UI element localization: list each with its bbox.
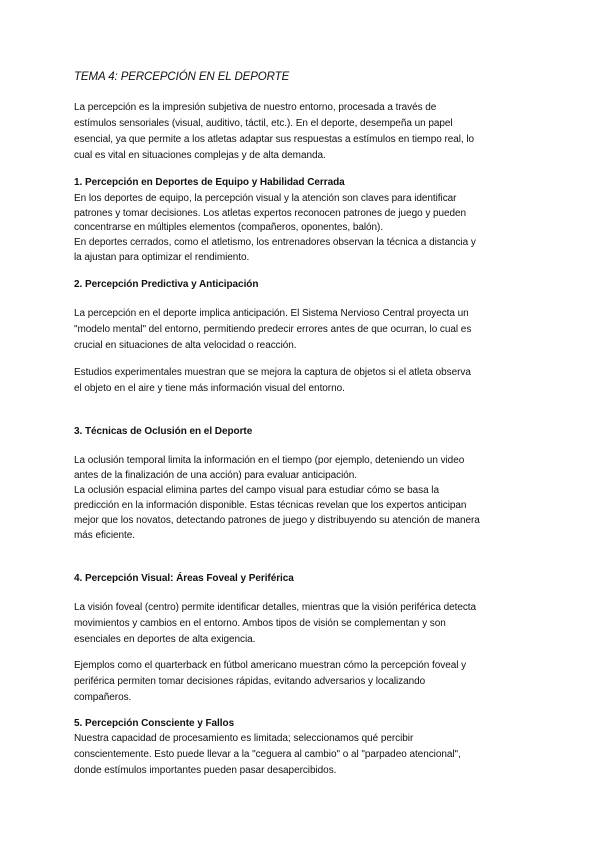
section-3-line: La oclusión temporal limita la información en el tiempo (por ejemplo, deteniendo un video (74, 455, 465, 466)
section-1-line: patrones y tomar decisiones. Los atletas expertos reconocen patrones de juego y pueden (74, 208, 467, 219)
section-3-line: antes de la finalización de una acción) para evaluar anticipación. (74, 470, 357, 481)
section-2-line: "modelo mental" del entorno, permitiendo predecir errores antes de que ocurran, lo cual es (74, 324, 472, 335)
intro-line: estímulos sensoriales (visual, auditivo, táctil, etc.). En el deporte, desempeña un papel (74, 118, 453, 129)
section-1-line: En los deportes de equipo, la percepción visual y la atención son claves para identificar (74, 193, 457, 204)
intro-line: La percepción es la impresión subjetiva de nuestro entorno, procesada a través de (74, 102, 437, 113)
section-4-line: Ejemplos como el quarterback en fútbol americano muestran cómo la percepción foveal y (74, 660, 467, 671)
intro-line: esencial, ya que permite a los atletas adaptar sus respuestas a estímulos en tiempo real, lo (74, 134, 475, 145)
section-1-line: concentrarse en múltiples elementos (compañeros, oponentes, balón). (74, 222, 384, 233)
section-5-line: Nuestra capacidad de procesamiento es limitada; seleccionamos qué percibir (74, 733, 414, 744)
intro-line: cual es vital en situaciones complejas y de alta demanda. (74, 150, 326, 161)
section-3-heading: 3. Técnicas de Oclusión en el Deporte (74, 426, 253, 437)
section-1-heading: 1. Percepción en Deportes de Equipo y Habilidad Cerrada (74, 177, 345, 188)
page-title: TEMA 4: PERCEPCIÓN EN EL DEPORTE (74, 71, 290, 83)
section-4-line: periférica permiten tomar decisiones rápidas, evitando adversarios y localizando (74, 676, 426, 687)
section-4-heading: 4. Percepción Visual: Áreas Foveal y Periférica (74, 573, 294, 584)
section-2-line: crucial en situaciones de alta velocidad o reacción. (74, 340, 297, 351)
section-4-line: La visión foveal (centro) permite identificar detalles, mientras que la visión periférica detecta (74, 602, 477, 613)
section-3-line: La oclusión espacial elimina partes del campo visual para estudiar cómo se basa la (74, 485, 439, 496)
section-3-line: más eficiente. (74, 530, 135, 541)
section-2-line: Estudios experimentales muestran que se mejora la captura de objetos si el atleta observa (74, 367, 471, 378)
section-5-line: donde estímulos importantes pueden pasar desapercibidos. (74, 765, 337, 776)
section-5-line: conscientemente. Esto puede llevar a la "ceguera al cambio" o al "parpadeo atencional", (74, 749, 461, 760)
section-4-line: movimientos y cambios en el entorno. Ambos tipos de visión se complementan y son (74, 618, 446, 629)
section-5-heading: 5. Percepción Consciente y Fallos (74, 718, 235, 729)
section-1-line: la ajustan para optimizar el rendimiento. (74, 252, 250, 263)
section-1-line: En deportes cerrados, como el atletismo, los entrenadores observan la técnica a distancia y (74, 237, 476, 248)
section-2-heading: 2. Percepción Predictiva y Anticipación (74, 279, 259, 290)
section-2-line: La percepción en el deporte implica anticipación. El Sistema Nervioso Central proyecta un (74, 308, 469, 319)
section-3-line: predicción en la información disponible. Estas técnicas revelan que los expertos anticipan (74, 500, 467, 511)
section-3-line: mejor que los novatos, detectando patrones de juego y distribuyendo su atención de manera (74, 515, 480, 526)
section-2-line: el objeto en el aire y tiene más información visual del entorno. (74, 383, 345, 394)
section-4-line: esenciales en deportes de alta exigencia. (74, 634, 256, 645)
section-4-line: compañeros. (74, 692, 132, 703)
